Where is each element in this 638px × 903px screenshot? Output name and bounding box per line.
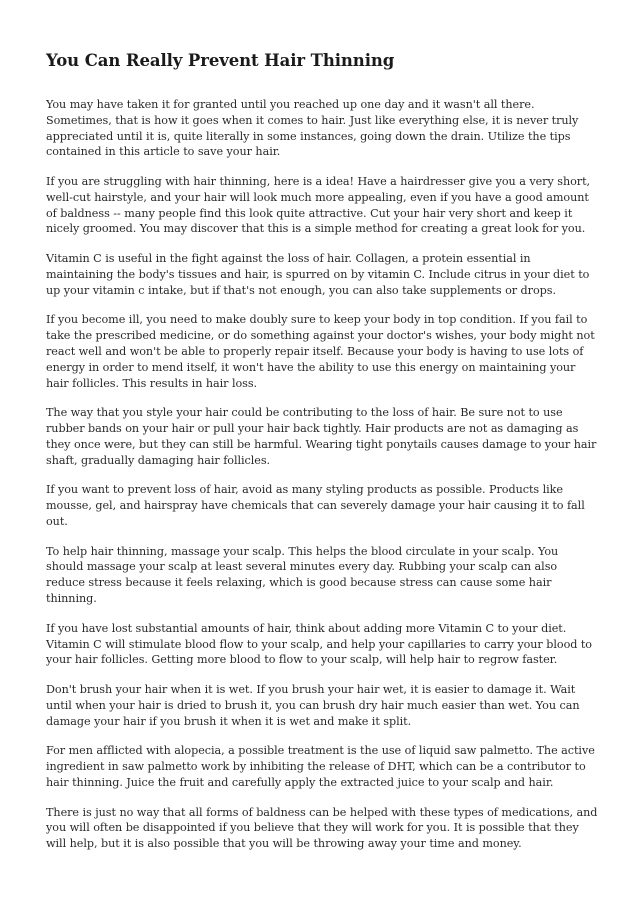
document-page	[46, 50, 598, 866]
paragraph-3: Vitamin C is useful in the fight against the loss of hair. Collagen, a protein essential in maintaining the body's tissues and hair, is spurred on by vitamin C. Include citrus in your diet to up your vitamin c intake, but if that's not enough, you can also take supplements or drops.	[46, 252, 590, 297]
paragraph-6: If you want to prevent loss of hair, avoid as many styling products as possible. Products like mousse, gel, and hairspray have chemicals that can severely damage your hair causing it to fall out.	[46, 483, 585, 528]
paragraph-10: For men afflicted with alopecia, a possible treatment is the use of liquid saw palmetto. The active ingredient in saw palmetto work by inhibiting the release of DHT, which can be a contributor to hair thinning. Juice the fruit and carefully apply the extracted juice to your scalp and hair.	[46, 744, 595, 789]
paragraph-4: If you become ill, you need to make doubly sure to keep your body in top condition. If you fail to take the prescribed medicine, or do something against your doctor's wishes, your body might not react well and won't be able to properly repair itself. Because your body is having to use lots of energy in order to mend itself, it won't have the ability to use this energy on maintaining your hair follicles. This results in hair loss.	[46, 313, 595, 390]
paragraph-8: If you have lost substantial amounts of hair, think about adding more Vitamin C to your diet. Vitamin C will stimulate blood flow to your scalp, and help your capillaries to carry your blood to your hair follicles. Getting more blood to flow to your scalp, will help hair to regrow faster.	[46, 621, 592, 667]
paragraph-1: You may have taken it for granted until you reached up one day and it wasn't all there. Sometimes, that is how it goes when it comes to hair. Just like everything else, it is never truly appreciated until it is, quite literally in some instances, going down the drain. Utilize the tips contained in this article to save your hair.	[46, 98, 579, 159]
paragraph-7: To help hair thinning, massage your scalp. This helps the blood circulate in your scalp. You should massage your scalp at least several minutes every day. Rubbing your scalp can also reduce stress because it feels relaxing, which is good because stress can cause some hair thinning.	[46, 544, 559, 606]
page-title: You Can Really Prevent Hair Thinning	[46, 51, 395, 70]
paragraph-2: If you are struggling with hair thinning, here is a idea! Have a hairdresser give you a very short, well-cut hairstyle, and your hair will look much more appealing, even if you have a good amount of baldness -- many people find this look quite attractive. Cut your hair very short and keep it nicely groomed. You may discover that this is a simple method for creating a great look for you.	[46, 175, 591, 236]
paragraph-11: There is just no way that all forms of baldness can be helped with these types of medications, and you will often be disappointed if you believe that they will work for you. It is possible that they will help, but it is also possible that you will be throwing away your time and money.	[46, 805, 598, 851]
paragraph-5: The way that you style your hair could be contributing to the loss of hair. Be sure not to use rubber bands on your hair or pull your hair back tightly. Hair products are not as damaging as they once were, but they can still be harmful. Wearing tight ponytails causes damage to your hair shaft, gradually damaging hair follicles.	[46, 406, 597, 467]
paragraph-9: Don't brush your hair when it is wet. If you brush your hair wet, it is easier to damage it. Wait until when your hair is dried to brush it, you can brush dry hair much easier than wet. You can damage your hair if you brush it when it is wet and make it split.	[46, 683, 580, 728]
